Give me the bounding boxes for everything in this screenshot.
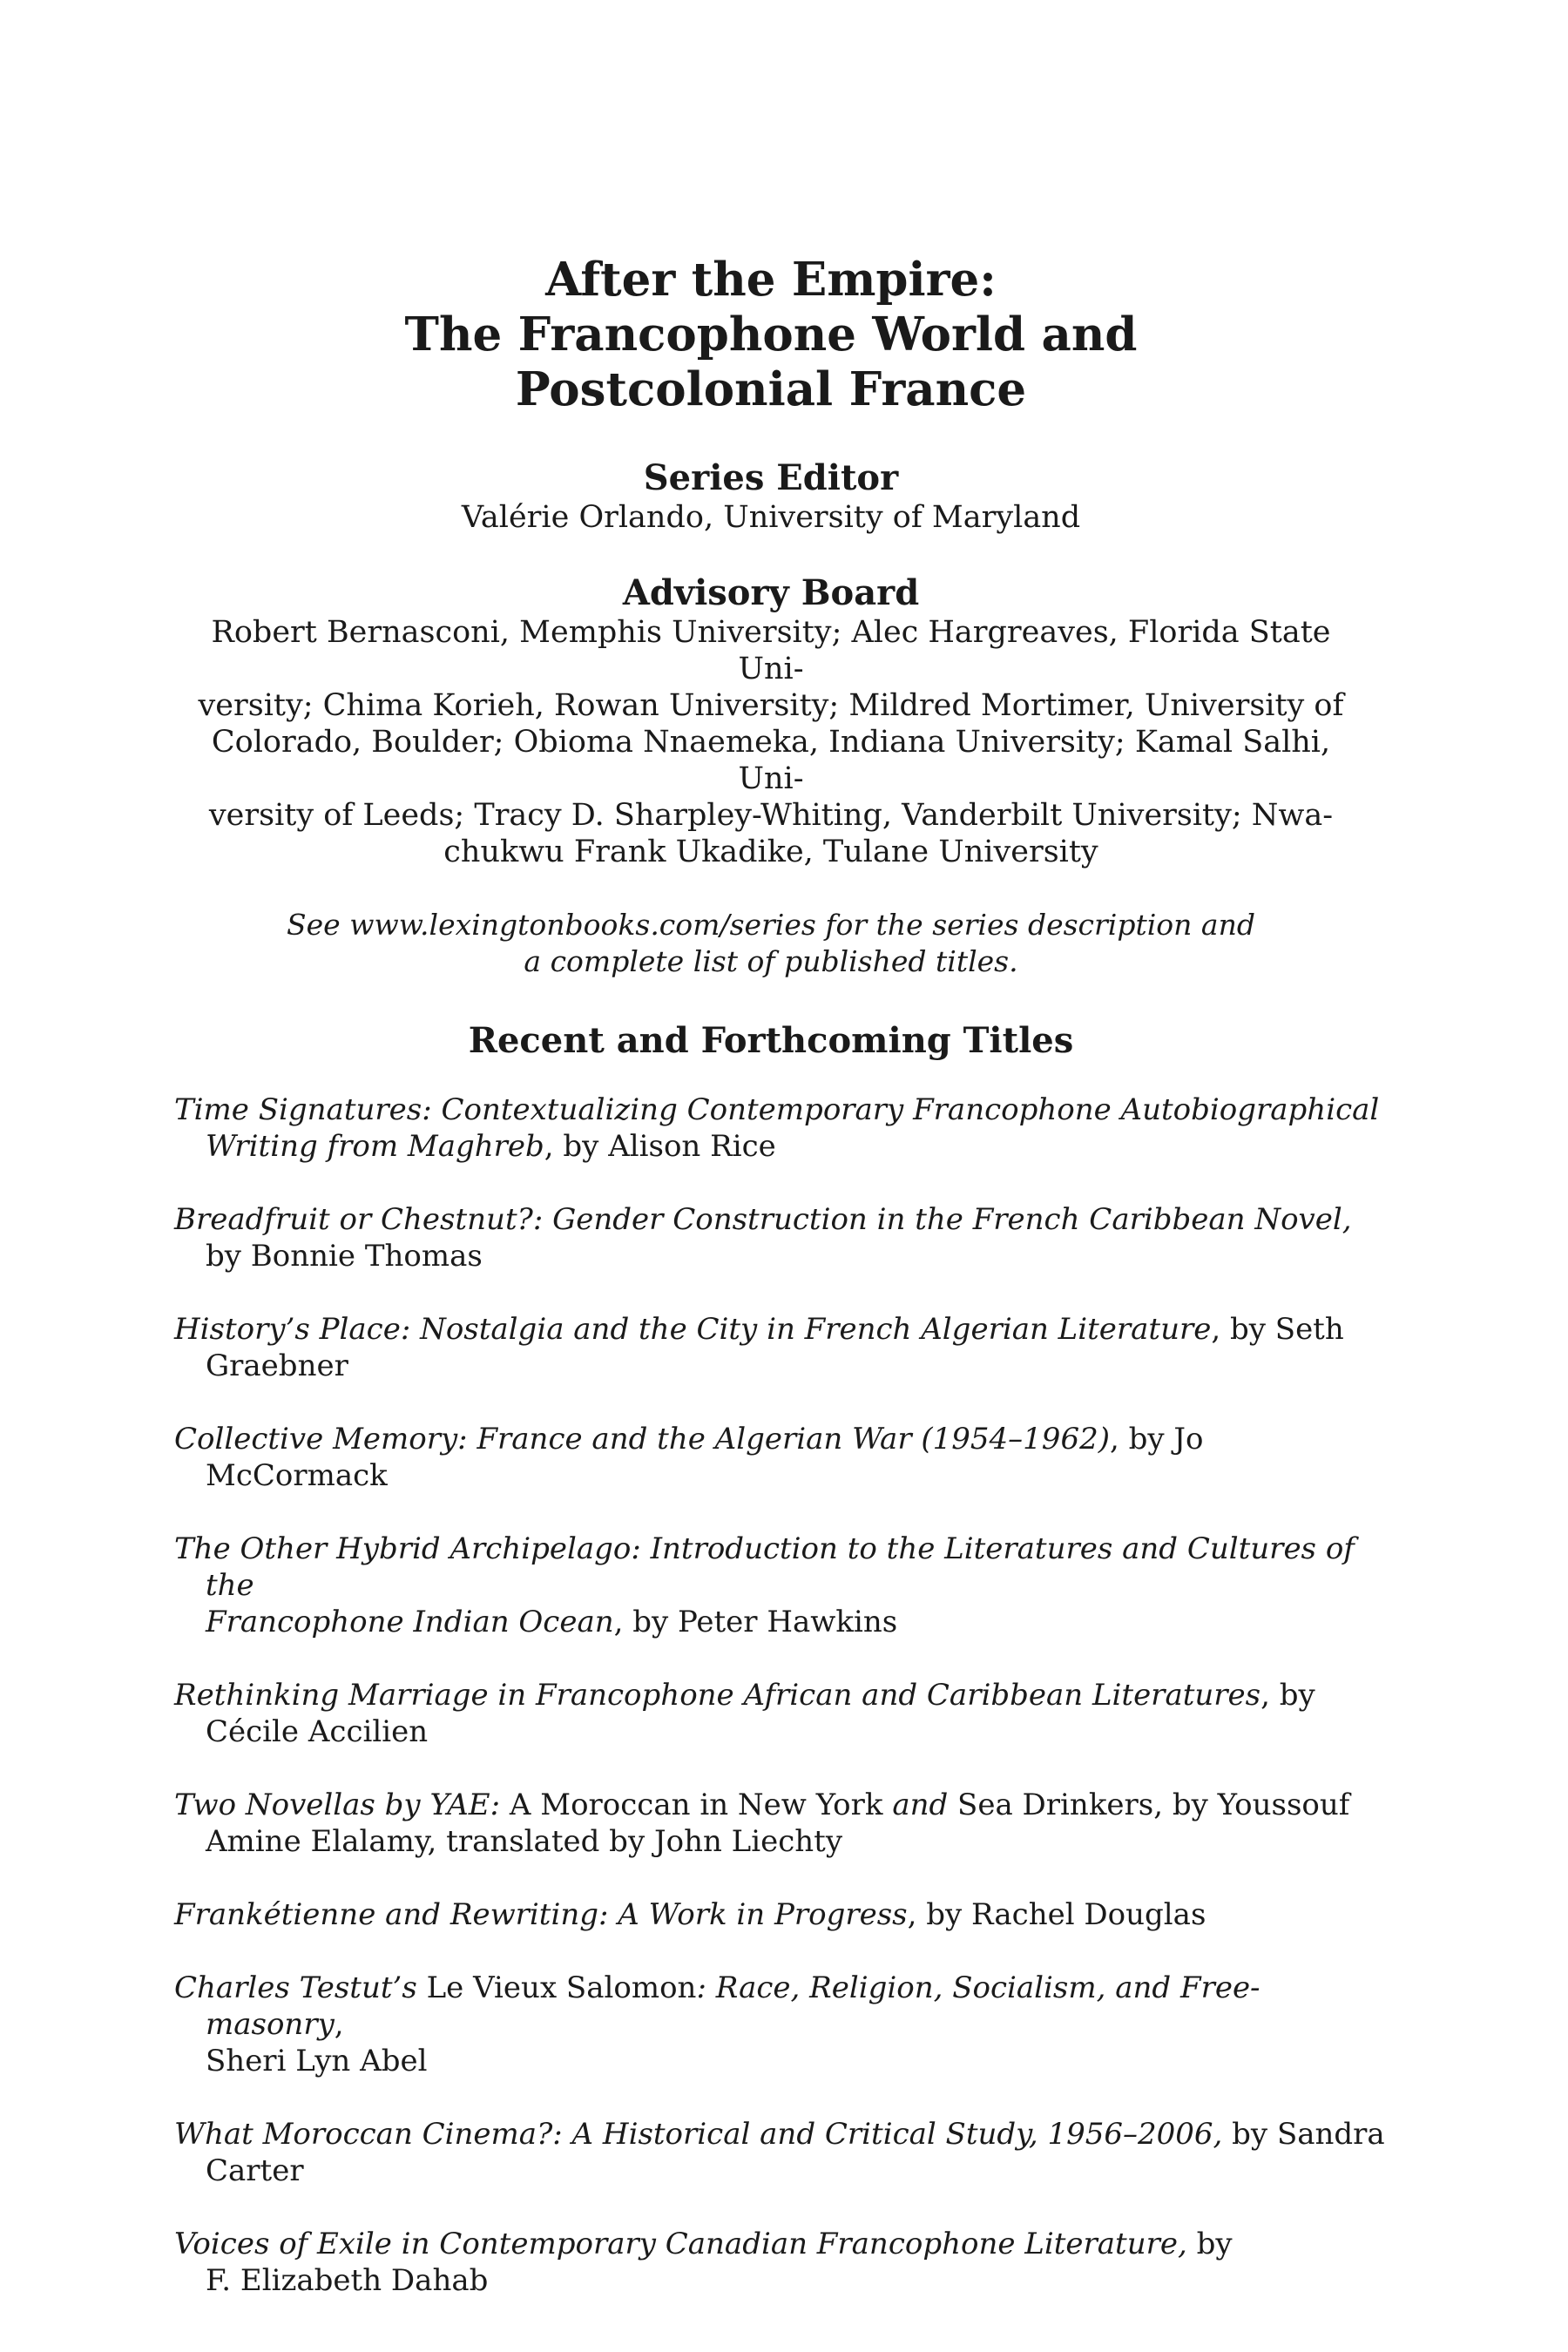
book-title: Francophone Indian Ocean xyxy=(206,1605,614,1639)
book-author: , by Seth Graebner xyxy=(206,1312,1344,1383)
book-title: Two Novellas by YAE: xyxy=(174,1788,501,1822)
book-author: , by xyxy=(1260,1678,1315,1713)
book-author: , by Rachel Douglas xyxy=(907,1897,1206,1932)
series-title-line: After the Empire: xyxy=(545,253,997,307)
book-author: Cécile Accilien xyxy=(206,1714,429,1749)
title-entry xyxy=(174,1311,1394,1384)
title-entry xyxy=(174,2116,1394,2189)
titles-list xyxy=(174,1092,1394,2299)
series-title xyxy=(174,253,1368,417)
page xyxy=(174,253,1394,2335)
book-author: by Sandra xyxy=(1222,2117,1385,2152)
book-title-part: and xyxy=(892,1788,949,1822)
book-title-part: Le Vieux Salomon xyxy=(416,1970,697,2005)
book-author: by Bonnie Thomas xyxy=(206,1239,483,1274)
title-entry xyxy=(174,1201,1394,1274)
series-title-line: The Francophone World and xyxy=(404,308,1138,362)
note-line: See www.lexingtonbooks.com/series for the series description and xyxy=(287,908,1255,942)
book-title: Frankétienne and Rewriting: A Work in Progress xyxy=(174,1897,908,1932)
book-author: , by Jo McCormack xyxy=(206,1422,1204,1493)
title-entry xyxy=(174,2226,1394,2299)
book-author: , by Alison Rice xyxy=(544,1129,776,1164)
series-website-note xyxy=(174,907,1368,980)
title-entry xyxy=(174,1970,1394,2079)
book-title: Collective Memory: France and the Algerian War (1954–1962) xyxy=(174,1422,1110,1456)
recent-titles-heading: Recent and Forthcoming Titles xyxy=(468,1020,1074,1061)
title-entry xyxy=(174,1787,1394,1860)
book-title: Time Signatures: Contextualizing Contemporary Francophone Autobiographical xyxy=(174,1092,1380,1127)
series-title-line: Postcolonial France xyxy=(515,362,1027,416)
book-title: Voices of Exile in Contemporary Canadian Francophone Literature, xyxy=(174,2227,1187,2261)
book-author: F. Elizabeth Dahab xyxy=(206,2263,489,2298)
book-author: Carter xyxy=(206,2153,304,2188)
advisory-line: chukwu Frank Ukadike, Tulane University xyxy=(443,835,1098,869)
book-title: Writing from Maghreb xyxy=(206,1129,544,1164)
advisory-board-members xyxy=(174,614,1368,870)
book-title: History’s Place: Nostalgia and the City in French Algerian Literature xyxy=(174,1312,1212,1347)
advisory-line: versity; Chima Korieh, Rowan University; Mildred Mortimer, University of xyxy=(198,688,1344,723)
book-author: Amine Elalamy, translated by John Liechty xyxy=(206,1824,843,1859)
advisory-line: versity of Leeds; Tracy D. Sharpley-Whiting, Vanderbilt University; Nwa- xyxy=(208,798,1334,833)
advisory-board-heading: Advisory Board xyxy=(622,572,920,613)
note-line: a complete list of published titles. xyxy=(524,944,1018,978)
book-title: Rethinking Marriage in Francophone African and Caribbean Literatures xyxy=(174,1678,1261,1713)
series-editor-heading: Series Editor xyxy=(643,457,899,498)
title-entry xyxy=(174,1677,1394,1750)
title-entry xyxy=(174,1896,1394,1933)
book-author: Sheri Lyn Abel xyxy=(206,2044,428,2078)
book-author: Sea Drinkers, by Youssouf xyxy=(948,1788,1350,1822)
series-editor-name: Valérie Orlando, University of Maryland xyxy=(461,500,1081,535)
title-entry xyxy=(174,1421,1394,1494)
punctuation: , xyxy=(334,2007,344,2042)
book-title: What Moroccan Cinema?: A Historical and Critical Study, 1956–2006, xyxy=(174,2117,1223,2152)
book-author: , by Peter Hawkins xyxy=(613,1605,898,1639)
book-title: The Other Hybrid Archipelago: Introduction to the Literatures and Cultures of the xyxy=(174,1531,1355,1603)
title-entry xyxy=(174,1531,1394,1640)
book-title: Breadfruit or Chestnut?: Gender Construction in the French Caribbean Novel, xyxy=(174,1202,1352,1237)
book-title-part: A Moroccan in New York xyxy=(500,1788,893,1822)
advisory-line: Robert Bernasconi, Memphis University; Alec Hargreaves, Florida State Uni- xyxy=(211,615,1331,686)
title-entry xyxy=(174,1092,1394,1165)
book-author: by xyxy=(1186,2227,1233,2261)
advisory-line: Colorado, Boulder; Obioma Nnaemeka, Indiana University; Kamal Salhi, Uni- xyxy=(211,725,1331,796)
book-title: Charles Testut’s xyxy=(174,1970,417,2005)
book-title-part: : Race, Religion, Socialism, and Free-masonry xyxy=(206,1970,1260,2042)
